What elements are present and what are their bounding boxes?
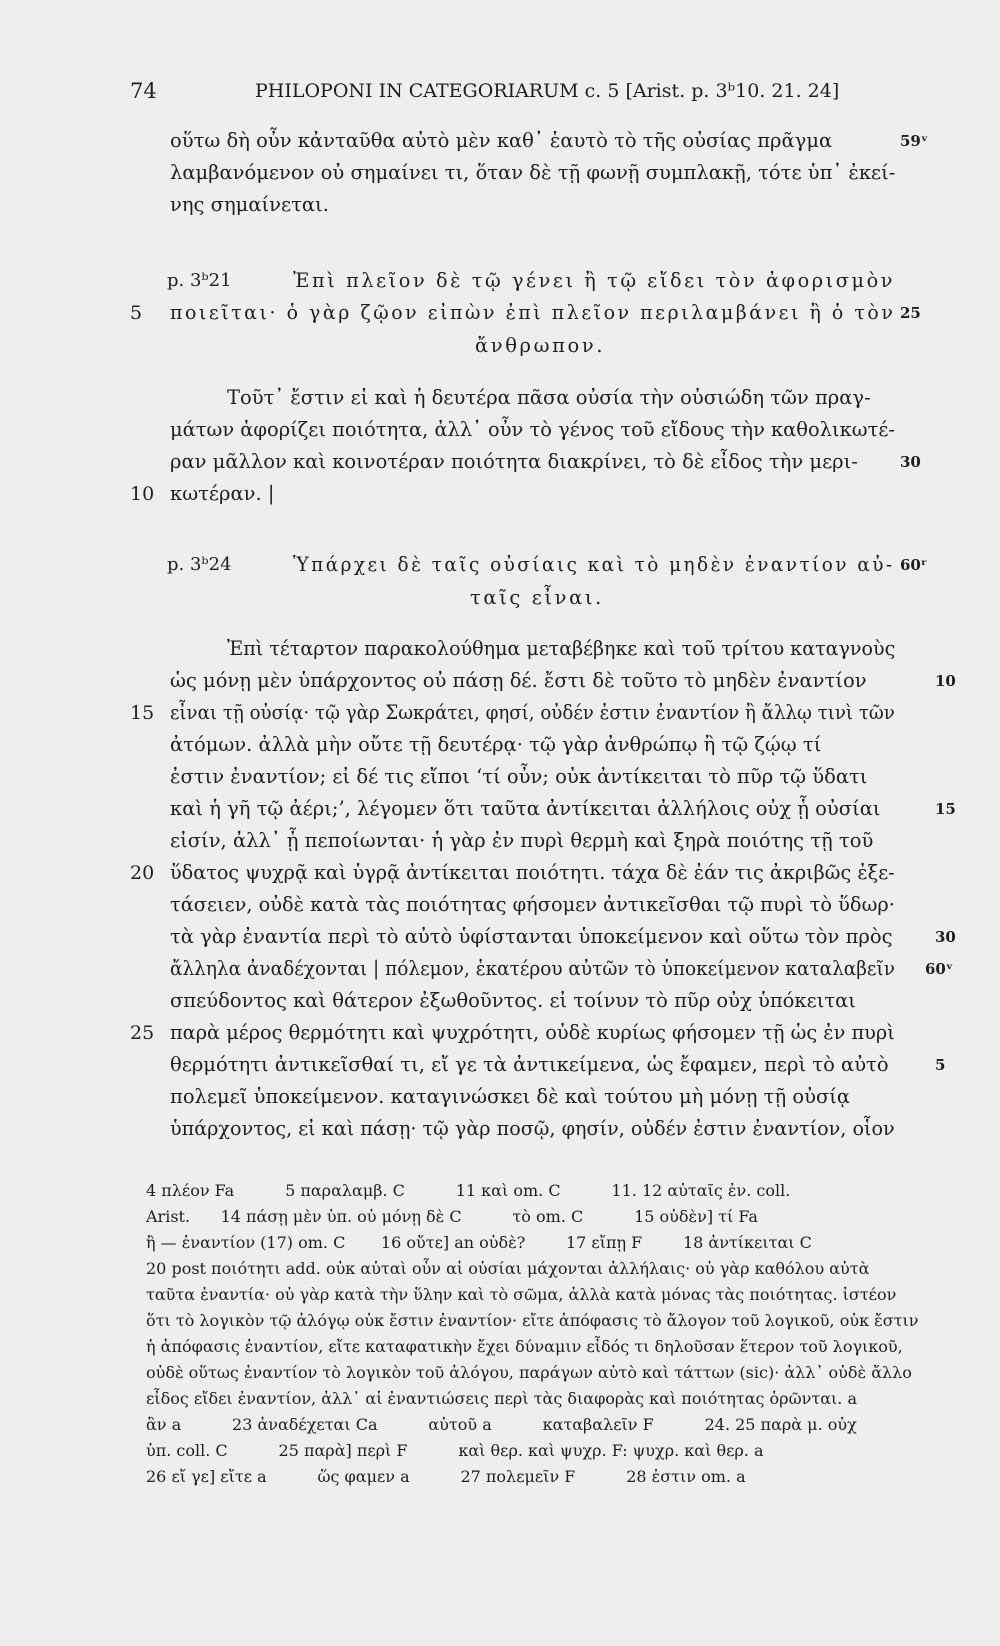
line-text: ἄλληλα ἀναδέχονται | πόλεμον, ἑκατέρου αὐτῶν τὸ ὑποκείμενον καταλαβεῖν [170, 957, 895, 980]
apparatus-line [0, 1230, 1000, 1256]
lemma-line [0, 549, 1000, 581]
line-text: τάσειεν, οὐδὲ κατὰ τὰς ποιότητας φήσομεν ἀντικεῖσθαι τῷ πυρὶ τὸ ὕδωρ· [170, 893, 895, 916]
apparatus-line [0, 1308, 1000, 1334]
line-text: λαμβανόμενον οὐ σημαίνει τι, ὅταν δὲ τῇ φωνῇ συμπλακῇ, τότε ὑπ᾿ ἐκεί- [170, 161, 896, 184]
text-line [0, 985, 1000, 1017]
text-line [0, 1049, 1000, 1081]
lemma-line [0, 582, 1000, 614]
apparatus-text: ταῦτα ἐναντία· οὐ γὰρ κατὰ τὴν ὕλην καὶ τὸ σῶμα, ἀλλὰ κατὰ μόνας τὰς ποιότητας. ἰστέον [146, 1285, 897, 1304]
header-title: PHILOPONI IN CATEGORIARUM c. 5 [Arist. p. 3ᵇ10. 21. 24] [255, 80, 840, 102]
line-text: ὑπάρχοντος, εἰ καὶ πάσῃ· τῷ γὰρ ποσῷ, φησίν, οὐδέν ἐστιν ἐναντίον, οἷον [170, 1117, 895, 1140]
margin-number: 10 [935, 672, 956, 690]
aristotle-reference: p. 3ᵇ21 [167, 270, 232, 291]
text-line [0, 665, 1000, 697]
text-line [0, 446, 1000, 478]
aristotle-reference: p. 3ᵇ24 [167, 554, 232, 575]
margin-number: 30 [935, 928, 956, 946]
line-number: 5 [130, 302, 143, 324]
apparatus-line [0, 1438, 1000, 1464]
apparatus-text: 26 εἴ γε] εἴτε a ὥς φαμεν a 27 πολεμεῖν F 28 ἐστιν om. a [146, 1467, 746, 1486]
line-text: ἀτόμων. ἀλλὰ μὴν οὔτε τῇ δευτέρᾳ· τῷ γὰρ ἀνθρώπῳ ἢ τῷ ζῴῳ τί [170, 733, 822, 756]
line-text: θερμότητι ἀντικεῖσθαί τι, εἴ γε τὰ ἀντικείμενα, ὡς ἔφαμεν, περὶ τὸ αὐτὸ [170, 1053, 889, 1076]
folio-marker: 59ᵛ [900, 132, 929, 150]
apparatus-text: οὐδὲ οὕτως ἐναντίον τὸ λογικὸν τοῦ ἀλόγου, παράγων αὐτὸ καὶ τάττων (sic)· ἀλλ᾿ οὐδὲ ἄλλο [146, 1363, 912, 1382]
text-line [0, 825, 1000, 857]
text-line [0, 478, 1000, 510]
text-line [0, 633, 1000, 665]
text-line [0, 889, 1000, 921]
line-text: εἶναι τῇ οὐσίᾳ· τῷ γὰρ Σωκράτει, φησί, οὐδέν ἐστιν ἐναντίον ἢ ἄλλῳ τινὶ τῶν [170, 701, 895, 724]
text-line [0, 1017, 1000, 1049]
apparatus-line [0, 1282, 1000, 1308]
text-line [0, 189, 1000, 221]
line-text: Τοῦτ᾿ ἔστιν εἰ καὶ ἡ δευτέρα πᾶσα οὐσία τὴν οὐσιώδη τῶν πραγ- [227, 386, 871, 409]
text-line [0, 382, 1000, 414]
folio-marker: 60ᵛ [925, 960, 954, 978]
margin-number: 5 [935, 1056, 946, 1074]
apparatus-line [0, 1334, 1000, 1360]
lemma-text: ποιεῖται· ὁ γὰρ ζῷον εἰπὼν ἐπὶ πλεῖον περιλαμβάνει ἢ ὁ τὸν [170, 301, 896, 324]
running-header [0, 75, 1000, 107]
lemma-text: ταῖς εἶναι. [470, 586, 604, 609]
line-text: οὕτω δὴ οὖν κἀνταῦθα αὐτὸ μὲν καθ᾿ ἑαυτὸ τὸ τῆς οὐσίας πρᾶγμα [170, 129, 833, 152]
apparatus-text: ἢ — ἐναντίον (17) om. C 16 οὔτε] an οὐδὲ? 17 εἴπῃ F 18 ἀντίκειται C [146, 1233, 812, 1252]
line-text: καὶ ἡ γῆ τῷ ἀέρι;’, λέγομεν ὅτι ταῦτα ἀντίκειται ἀλλήλοις οὐχ ᾗ οὐσίαι [170, 797, 881, 820]
line-number: 15 [130, 702, 155, 724]
folio-marker: 60ʳ [900, 556, 928, 574]
apparatus-text: ὑπ. coll. C 25 παρὰ] περὶ F καὶ θερ. καὶ ψυχρ. F: ψυχρ. καὶ θερ. a [146, 1441, 764, 1460]
margin-number: 25 [900, 304, 921, 322]
text-line [0, 125, 1000, 157]
line-text: κωτέραν. | [170, 482, 275, 505]
line-text: ὡς μόνῃ μὲν ὑπάρχοντος οὐ πάσῃ δέ. ἔστι δὲ τοῦτο τὸ μηδὲν ἐναντίον [170, 669, 867, 692]
line-text: παρὰ μέρος θερμότητι καὶ ψυχρότητι, οὐδὲ κυρίως φήσομεν τῇ ὡς ἐν πυρὶ [170, 1021, 895, 1044]
apparatus-text: 4 πλέον Fa 5 παραλαμβ. C 11 καὶ om. C 11. 12 αὐταῖς ἐν. coll. [146, 1181, 791, 1200]
line-number: 10 [130, 483, 155, 505]
line-text: Ἐπὶ τέταρτον παρακολούθημα μεταβέβηκε καὶ τοῦ τρίτου καταγνοὺς [227, 637, 896, 660]
text-line [0, 414, 1000, 446]
lemma-line [0, 297, 1000, 329]
apparatus-text: Arist. 14 πάσῃ μὲν ὑπ. οὐ μόνῃ δὲ C τὸ om. C 15 οὐδὲν] τί Fa [146, 1207, 758, 1226]
margin-number: 15 [935, 800, 956, 818]
line-text: εἰσίν, ἀλλ᾿ ᾗ πεποίωνται· ἡ γὰρ ἐν πυρὶ θερμὴ καὶ ξηρὰ ποιότης τῇ τοῦ [170, 829, 874, 852]
lemma-text: Ὑπάρχει δὲ ταῖς οὐσίαις καὶ τὸ μηδὲν ἐναντίον αὐ- [293, 553, 895, 576]
apparatus-line [0, 1464, 1000, 1490]
page-number: 74 [130, 79, 157, 103]
text-line [0, 953, 1000, 985]
apparatus-text: ὅτι τὸ λογικὸν τῷ ἀλόγῳ οὐκ ἔστιν ἐναντίον· εἴτε ἀπόφασις τὸ ἄλογον τοῦ λογικοῦ, οὐκ ἔστιν [146, 1311, 919, 1330]
line-text: τὰ γὰρ ἐναντία περὶ τὸ αὐτὸ ὑφίστανται ὑποκείμενον καὶ οὕτω τὸν πρὸς [170, 925, 893, 948]
apparatus-text: ἡ ἀπόφασις ἐναντίον, εἴτε καταφατικὴν ἔχει δύναμιν εἶδός τι δηλοῦσαν ἕτερον τοῦ λογικοῦ, [146, 1337, 903, 1356]
text-line [0, 793, 1000, 825]
lemma-text: Ἐπὶ πλεῖον δὲ τῷ γένει ἢ τῷ εἴδει τὸν ἀφορισμὸν [293, 269, 896, 292]
apparatus-text: 20 post ποιότητι add. οὐκ αὐταὶ οὖν αἱ οὐσίαι μάχονται ἀλλήλαις· οὐ γὰρ καθόλου αὐτὰ [146, 1259, 870, 1278]
text-line [0, 921, 1000, 953]
lemma-line [0, 330, 1000, 362]
text-line [0, 729, 1000, 761]
text-line [0, 1081, 1000, 1113]
apparatus-line [0, 1386, 1000, 1412]
apparatus-line [0, 1360, 1000, 1386]
text-line [0, 1113, 1000, 1145]
apparatus-line [0, 1204, 1000, 1230]
lemma-line [0, 265, 1000, 297]
line-text: ἐστιν ἐναντίον; εἰ δέ τις εἴποι ‘τί οὖν; οὐκ ἀντίκειται τὸ πῦρ τῷ ὕδατι [170, 765, 868, 788]
lemma-text: ἄνθρωπον. [475, 334, 606, 357]
line-number: 20 [130, 862, 155, 884]
line-text: σπεύδοντος καὶ θάτερον ἐξωθοῦντος. εἰ τοίνυν τὸ πῦρ οὐχ ὑπόκειται [170, 989, 856, 1012]
apparatus-line [0, 1256, 1000, 1282]
apparatus-text: ἂν a 23 ἀναδέχεται Ca αὐτοῦ a καταβαλεῖν F 24. 25 παρὰ μ. οὐχ [146, 1415, 857, 1434]
text-line [0, 857, 1000, 889]
text-line [0, 157, 1000, 189]
line-text: ὕδατος ψυχρᾷ καὶ ὑγρᾷ ἀντίκειται ποιότητι. τάχα δὲ ἐάν τις ἀκριβῶς ἐξε- [170, 861, 895, 884]
line-text: νης σημαίνεται. [170, 193, 329, 216]
apparatus-line [0, 1178, 1000, 1204]
line-text: μάτων ἀφορίζει ποιότητα, ἀλλ᾿ οὖν τὸ γένος τοῦ εἴδους τὴν καθολικωτέ- [170, 418, 895, 441]
apparatus-line [0, 1412, 1000, 1438]
apparatus-text: εἶδος εἴδει ἐναντίον, ἀλλ᾿ αἱ ἐναντιώσεις περὶ τὰς διαφορὰς καὶ ποιότητας ὁρῶνται. a [146, 1389, 857, 1408]
text-line [0, 697, 1000, 729]
line-text: πολεμεῖ ὑποκείμενον. καταγινώσκει δὲ καὶ τούτου μὴ μόνῃ τῇ οὐσίᾳ [170, 1085, 851, 1108]
line-number: 25 [130, 1022, 155, 1044]
line-text: ραν μᾶλλον καὶ κοινοτέραν ποιότητα διακρίνει, τὸ δὲ εἶδος τὴν μερι- [170, 450, 858, 473]
text-line [0, 761, 1000, 793]
margin-number: 30 [900, 453, 921, 471]
